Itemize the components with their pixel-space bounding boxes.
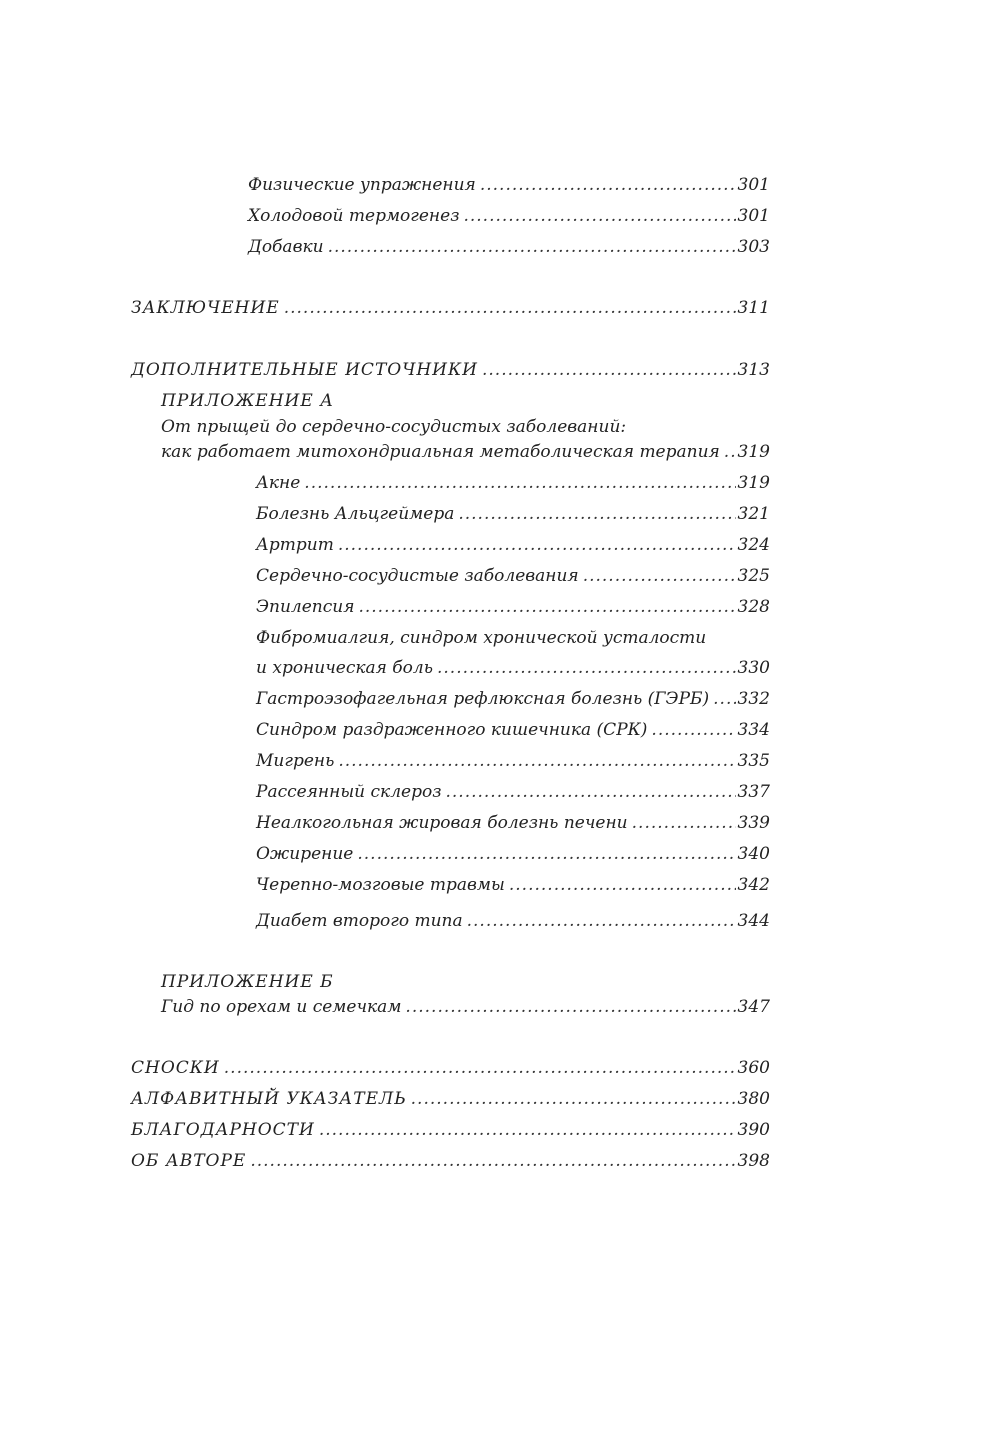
toc-page-number: 313 — [737, 360, 770, 380]
dot-leader — [651, 719, 735, 741]
toc-entry-brain-injury — [256, 874, 770, 896]
toc-page-number: 347 — [737, 997, 770, 1017]
dot-leader — [583, 565, 736, 587]
toc-page-number: 324 — [737, 535, 770, 555]
toc-entry-appendix-a — [161, 441, 770, 463]
toc-entry-supplements — [248, 236, 770, 258]
appendix-b-heading: ПРИЛОЖЕНИЕ Б — [161, 972, 334, 992]
toc-page-number: 335 — [737, 751, 770, 771]
toc-entry-cardiovascular — [256, 565, 770, 587]
toc-entry-notes — [131, 1057, 770, 1079]
dot-leader — [445, 781, 735, 803]
toc-entry-title: Холодовой термогенез — [248, 206, 460, 226]
dot-leader — [467, 910, 736, 932]
toc-entry-nafld — [256, 812, 770, 834]
toc-entry-fibromyalgia-line1: Фибромиалгия, синдром хронической усталости — [256, 628, 707, 648]
toc-entry-title: ДОПОЛНИТЕЛЬНЫЕ ИСТОЧНИКИ — [131, 360, 478, 380]
toc-entry-additional-sources — [131, 359, 770, 381]
toc-entry-acknowledgments — [131, 1119, 770, 1141]
toc-entry-title: Добавки — [248, 237, 324, 257]
dot-leader — [304, 472, 735, 494]
toc-entry-cold-thermogenesis — [248, 205, 770, 227]
toc-entry-index — [131, 1088, 770, 1110]
toc-entry-about-author — [131, 1150, 770, 1172]
dot-leader — [437, 657, 736, 679]
dot-leader — [480, 174, 736, 196]
toc-entry-title: СНОСКИ — [131, 1058, 220, 1078]
toc-page-number: 342 — [737, 875, 770, 895]
dot-leader — [328, 236, 736, 258]
dot-leader — [482, 359, 736, 381]
toc-page-number: 390 — [737, 1120, 770, 1140]
dot-leader — [463, 205, 735, 227]
dot-leader — [405, 996, 735, 1018]
toc-page-number: 334 — [737, 720, 770, 740]
toc-entry-gerd — [256, 688, 770, 710]
toc-page-number: 321 — [737, 504, 770, 524]
toc-page-number: 325 — [737, 566, 770, 586]
toc-entry-title: Эпилепсия — [256, 597, 355, 617]
toc-page-number: 380 — [737, 1089, 770, 1109]
toc-entry-title: Акне — [256, 473, 301, 493]
toc-entry-title: Гид по орехам и семечкам — [161, 997, 402, 1017]
toc-entry-title: Неалкогольная жировая болезнь печени — [256, 813, 628, 833]
toc-entry-title: Сердечно-сосудистые заболевания — [256, 566, 579, 586]
dot-leader — [509, 874, 736, 896]
toc-entry-title: Синдром раздраженного кишечника (СРК) — [256, 720, 648, 740]
toc-entry-epilepsy — [256, 596, 770, 618]
dot-leader — [713, 688, 735, 710]
toc-entry-title: Физические упражнения — [248, 175, 476, 195]
toc-entry-migraine — [256, 750, 770, 772]
toc-entry-title: Мигрень — [256, 751, 335, 771]
toc-page-number: 330 — [737, 658, 770, 678]
toc-page-number: 328 — [737, 597, 770, 617]
toc-page-number: 360 — [737, 1058, 770, 1078]
toc-entry-title: Гастроэзофагельная рефлюксная болезнь (ГЭРБ) — [256, 689, 710, 709]
toc-entry-title: ЗАКЛЮЧЕНИЕ — [131, 298, 280, 318]
toc-entry-title: АЛФАВИТНЫЙ УКАЗАТЕЛЬ — [131, 1089, 407, 1109]
toc-entry-obesity — [256, 843, 770, 865]
toc-entry-title: Диабет второго типа — [256, 911, 463, 931]
dot-leader — [284, 297, 736, 319]
dot-leader — [358, 596, 735, 618]
toc-entry-ibs — [256, 719, 770, 741]
toc-entry-title: Болезнь Альцгеймера — [256, 504, 455, 524]
toc-page-number: 311 — [737, 298, 770, 318]
toc-entry-exercise — [248, 174, 770, 196]
toc-page-number: 319 — [737, 473, 770, 493]
dot-leader — [411, 1088, 736, 1110]
dot-leader — [224, 1057, 736, 1079]
dot-leader — [250, 1150, 735, 1172]
dot-leader — [338, 750, 735, 772]
toc-entry-fibromyalgia — [256, 657, 770, 679]
dot-leader — [357, 843, 735, 865]
toc-entry-arthritis — [256, 534, 770, 556]
toc-entry-acne — [256, 472, 770, 494]
toc-page-number: 301 — [737, 175, 770, 195]
toc-page-number: 398 — [737, 1151, 770, 1171]
appendix-a-heading: ПРИЛОЖЕНИЕ А — [161, 391, 335, 411]
toc-page-number: 340 — [737, 844, 770, 864]
toc-entry-conclusion — [131, 297, 770, 319]
toc-entry-alzheimers — [256, 503, 770, 525]
toc-entry-title: БЛАГОДАРНОСТИ — [131, 1120, 315, 1140]
dot-leader — [724, 441, 736, 463]
dot-leader — [632, 812, 736, 834]
toc-entry-multiple-sclerosis — [256, 781, 770, 803]
toc-page-number: 332 — [737, 689, 770, 709]
dot-leader — [458, 503, 735, 525]
toc-page-number: 337 — [737, 782, 770, 802]
toc-entry-type2-diabetes — [256, 910, 770, 932]
toc-entry-title: Рассеянный склероз — [256, 782, 442, 802]
dot-leader — [338, 534, 736, 556]
toc-page-number: 344 — [737, 911, 770, 931]
toc-page-number: 301 — [737, 206, 770, 226]
toc-page-number: 319 — [737, 442, 770, 462]
toc-entry-title: как работает митохондриальная метаболическая терапия — [161, 442, 720, 462]
toc-entry-title: Ожирение — [256, 844, 354, 864]
toc-page-number: 339 — [737, 813, 770, 833]
toc-entry-title: Артрит — [256, 535, 334, 555]
toc-entry-title: и хроническая боль — [256, 658, 433, 678]
toc-entry-appendix-b — [161, 996, 770, 1018]
appendix-a-subtitle: От прыщей до сердечно-сосудистых заболеваний: — [161, 417, 627, 437]
dot-leader — [319, 1119, 736, 1141]
toc-entry-title: ОБ АВТОРЕ — [131, 1151, 247, 1171]
toc-entry-title: Черепно-мозговые травмы — [256, 875, 505, 895]
toc-page-number: 303 — [737, 237, 770, 257]
